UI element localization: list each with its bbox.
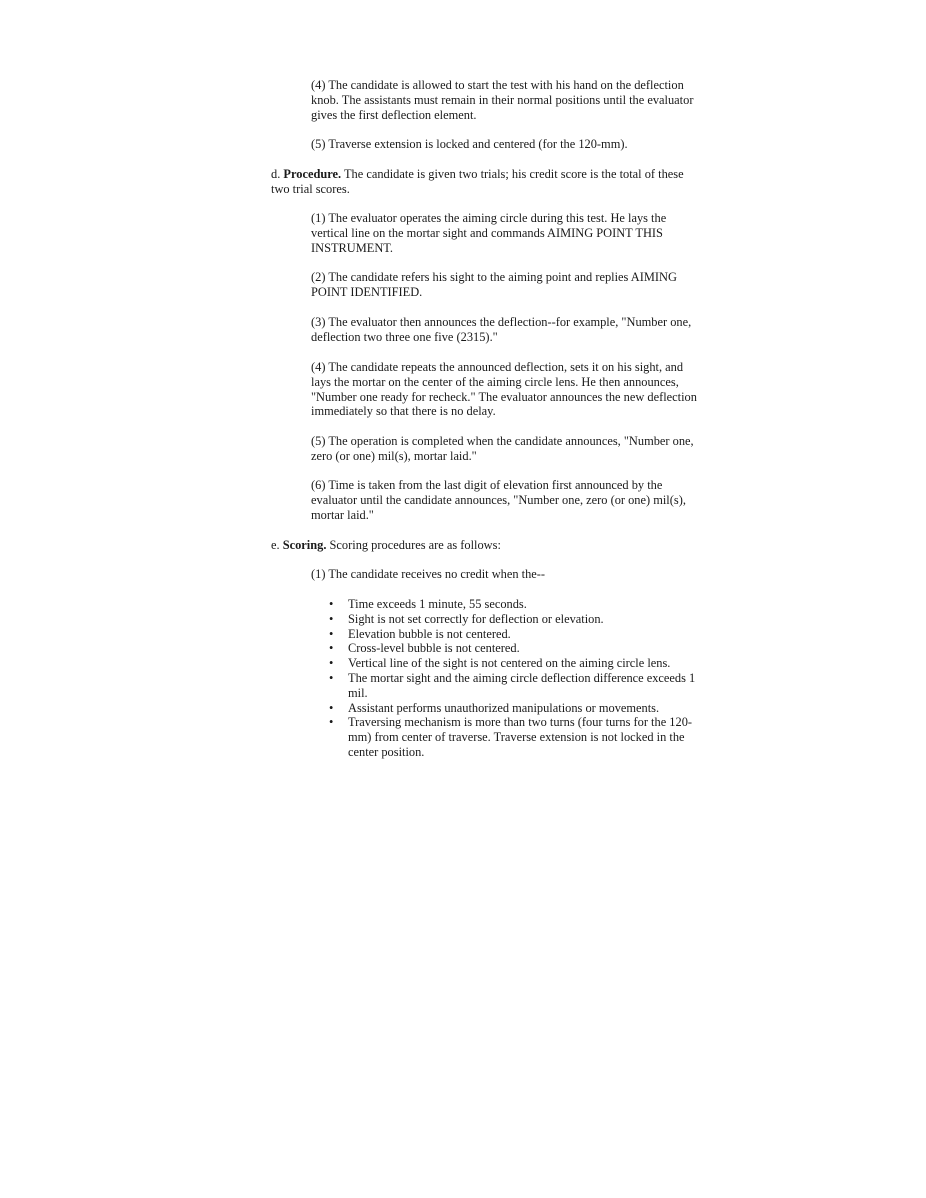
paragraph-d1: (1) The evaluator operates the aiming circle during this test. He lays the vertical line on the mortar sight and commands AIMING POINT THIS INSTRUMENT.: [311, 211, 667, 255]
bullet-icon: •: [329, 715, 334, 730]
list-item: [327, 656, 701, 671]
paragraph-d2: (2) The candidate refers his sight to the aiming point and replies AIMING POINT IDENTIFIED.: [311, 270, 677, 299]
list-item-text: Time exceeds 1 minute, 55 seconds.: [348, 597, 527, 611]
bullet-icon: •: [329, 597, 334, 611]
paragraph-d4: (4) The candidate repeats the announced deflection, sets it on his sight, and lays the mortar on the center of the aiming circle lens. He then announces, "Number one ready for recheck." The evaluator announces the new deflection immediately so that there is no delay.: [311, 360, 697, 419]
paragraph-d6: (6) Time is taken from the last digit of elevation first announced by the evaluator until the candidate announces, "Number one, zero (or one) mil(s), mortar laid.": [311, 478, 686, 522]
scoring-letter: e.: [271, 538, 280, 552]
no-credit-list: [327, 597, 701, 760]
bullet-icon: •: [329, 700, 334, 715]
list-item: [327, 641, 701, 656]
list-item-text: Cross-level bubble is not centered.: [348, 641, 520, 656]
bullet-icon: •: [329, 670, 334, 685]
list-item: [327, 715, 701, 759]
list-item-text: Traversing mechanism is more than two turns (four turns for the 120-mm) from center of traverse. Traverse extension is not locked in the center position.: [348, 715, 693, 759]
list-item-text: The mortar sight and the aiming circle deflection difference exceeds 1 mil.: [348, 670, 696, 700]
paragraph-procedure-intro: [271, 167, 701, 197]
bullet-icon: •: [329, 656, 334, 671]
paragraph-c4: (4) The candidate is allowed to start the test with his hand on the deflection knob. The assistants must remain in their normal positions until the evaluator gives the first deflection element.: [311, 78, 694, 122]
scoring-heading: Scoring.: [282, 538, 327, 552]
list-item-text: Sight is not set correctly for deflection or elevation.: [348, 611, 604, 626]
procedure-intro-text: The candidate is given two trials; his credit score is the total of these two trial scores.: [271, 167, 684, 196]
bullet-icon: •: [329, 611, 334, 626]
procedure-heading: Procedure.: [283, 167, 342, 181]
scoring-intro-text: Scoring procedures are as follows:: [326, 538, 501, 552]
list-item: [327, 701, 701, 716]
list-item-text: Assistant performs unauthorized manipulations or movements.: [348, 700, 660, 715]
paragraph-c5: (5) Traverse extension is locked and centered (for the 120-mm).: [311, 137, 628, 151]
procedure-letter: d.: [271, 167, 281, 181]
list-item-text: Elevation bubble is not centered.: [348, 626, 511, 641]
bullet-icon: •: [329, 641, 334, 656]
paragraph-scoring-intro: [271, 538, 701, 553]
paragraph-d5: (5) The operation is completed when the candidate announces, "Number one, zero (or one) mil(s), mortar laid.": [311, 434, 694, 463]
list-item: [327, 597, 701, 612]
list-item-text: Vertical line of the sight is not centered on the aiming circle lens.: [348, 656, 671, 671]
list-item: [327, 627, 701, 642]
list-item: [327, 612, 701, 627]
paragraph-d3: (3) The evaluator then announces the deflection--for example, "Number one, deflection two three one five (2315).": [311, 315, 692, 344]
paragraph-e1: (1) The candidate receives no credit when the--: [311, 567, 546, 581]
list-item: [327, 671, 701, 701]
bullet-icon: •: [329, 626, 334, 641]
